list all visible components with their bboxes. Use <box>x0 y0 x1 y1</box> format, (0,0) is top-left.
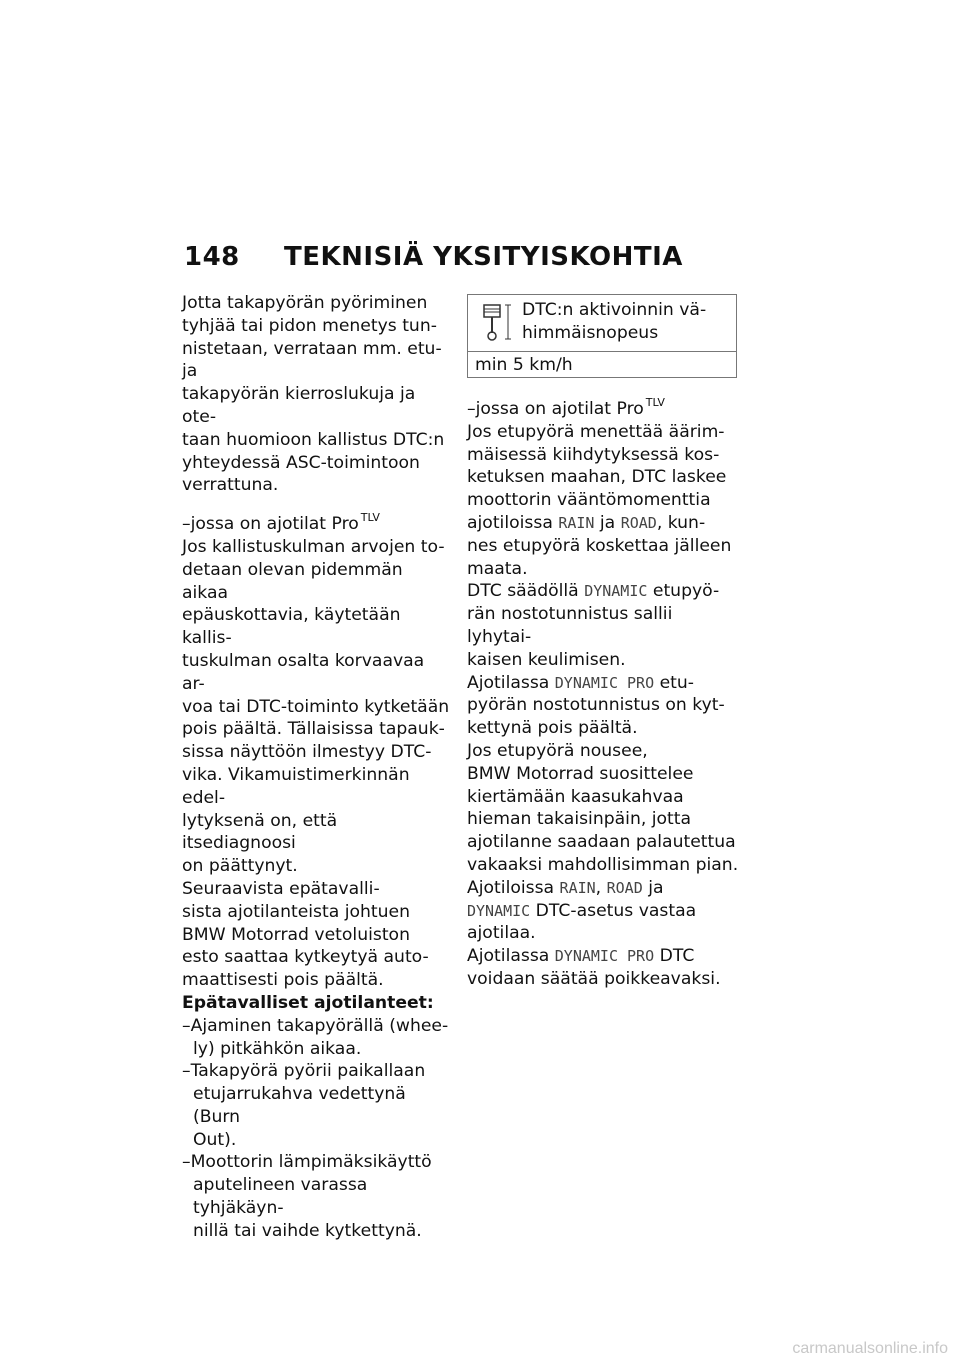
piston-icon <box>482 303 514 343</box>
text-line: ajotilaa. <box>467 923 536 944</box>
mode-dynamic: DYNAMIC <box>584 582 648 601</box>
list-item <box>182 1015 452 1061</box>
wheelie-paragraph <box>467 421 739 991</box>
text-fragment: etupyö- <box>647 581 720 602</box>
text-line: BMW Motorrad suosittelee <box>467 763 694 784</box>
text-line: voidaan säätää poikkeavaksi. <box>467 968 721 989</box>
text-line: moottorin vääntömomenttia <box>467 490 711 511</box>
spec-label <box>522 299 732 345</box>
mode-rain: RAIN <box>559 878 596 897</box>
text-fragment: DTC <box>654 946 695 967</box>
intro-line: Jotta takapyörän pyöriminen <box>182 293 428 313</box>
list-item-line: nillä tai vaihde kytkettynä. <box>193 1220 422 1241</box>
text-fragment: , kun- <box>656 512 706 533</box>
page-header <box>184 242 744 278</box>
deactivation-line: BMW Motorrad vetoluiston <box>182 924 410 945</box>
intro-line: takapyörän kierroslukuja ja ote- <box>182 384 416 427</box>
tilt-line: lytyksenä on, että itsediagnoosi <box>182 810 338 854</box>
spec-table <box>467 294 737 378</box>
tilt-line: detaan olevan pidemmän aikaa <box>182 559 403 603</box>
page-number: 148 <box>184 242 240 272</box>
text-line: pyörän nostotunnistus on kyt- <box>467 695 725 716</box>
text-line: ketuksen maahan, DTC laskee <box>467 467 727 488</box>
text-fragment: Ajotilassa <box>467 946 555 967</box>
text-fragment: ja <box>594 512 621 533</box>
text-line: kaisen keulimisen. <box>467 649 626 670</box>
text-fragment: Ajotiloissa <box>467 877 560 898</box>
list-item-line: –Takapyörä pyörii paikallaan <box>182 1061 426 1082</box>
text-line: mäisessä kiihdytyksessä kos- <box>467 444 720 465</box>
condition-line <box>182 507 452 536</box>
list-item <box>182 1151 452 1242</box>
deactivation-paragraph <box>182 878 452 992</box>
deactivation-line: Seuraavista epätavalli- <box>182 878 380 899</box>
text-fragment: etu- <box>654 672 694 693</box>
deactivation-line: esto saattaa kytkeytyä auto- <box>182 947 429 968</box>
list-title: Epätavalliset ajotilanteet: <box>182 992 434 1013</box>
text-fragment: ajotiloissa <box>467 512 559 533</box>
text-line: ajotilanne saadaan palautettua <box>467 832 736 853</box>
tilt-line: vika. Vikamuistimerkinnän edel- <box>182 764 410 808</box>
tilt-line: on päättynyt. <box>182 856 298 877</box>
list-item-line: etujarrukahva vedettynä (Burn <box>193 1084 406 1127</box>
text-line: kettynä pois päältä. <box>467 718 638 739</box>
text-fragment: ja <box>642 877 664 898</box>
intro-line: nistetaan, verrataan mm. etu- ja <box>182 338 442 382</box>
text-line: rän nostotunnistus sallii lyhytai- <box>467 604 673 647</box>
text-line: nes etupyörä koskettaa jälleen <box>467 535 732 556</box>
spec-value: min 5 km/h <box>475 355 573 375</box>
tilt-line: epäuskottavia, käytetään kallis- <box>182 605 401 649</box>
intro-line: yhteydessä ASC-toimintoon <box>182 452 420 473</box>
mode-road: ROAD <box>606 878 643 897</box>
list-item-line: aputelineen varassa tyhjäkäyn- <box>193 1175 368 1219</box>
text-line: kiertämään kaasukahvaa <box>467 786 684 807</box>
intro-line: taan huomioon kallistus DTC:n <box>182 429 445 450</box>
deactivation-line: sista ajotilanteista johtuen <box>182 901 411 922</box>
tlv-superscript: TLV <box>645 396 665 409</box>
intro-line: verrattuna. <box>182 475 279 496</box>
condition-text: –jossa on ajotilat Pro <box>182 514 359 535</box>
tilt-line: Jos kallistuskulman arvojen to- <box>182 536 445 557</box>
list-item-line: –Ajaminen takapyörällä (whee- <box>182 1015 449 1036</box>
watermark: carmanualsonline.info <box>792 1340 948 1357</box>
condition-line <box>467 392 739 421</box>
text-fragment: DTC säädöllä <box>467 581 585 602</box>
mode-dynamic-pro: DYNAMIC PRO <box>554 947 655 966</box>
tilt-line: sissa näyttöön ilmestyy DTC- <box>182 742 432 763</box>
spec-label-line: DTC:n aktivoinnin vä- <box>522 300 707 320</box>
tilt-line: pois päältä. Tällaisissa tapauk- <box>182 719 445 740</box>
condition-text: –jossa on ajotilat Pro <box>467 399 644 419</box>
text-line: Jos etupyörä nousee, <box>467 740 648 761</box>
right-column <box>467 392 739 991</box>
spec-table-header <box>468 295 736 352</box>
text-line: maata. <box>467 558 528 579</box>
page-title: TEKNISIÄ YKSITYISKOHTIA <box>284 242 683 272</box>
list-item-line: Out). <box>193 1129 237 1150</box>
text-fragment: Ajotilassa <box>467 672 555 693</box>
list-item-line: –Moottorin lämpimäksikäyttö <box>182 1152 432 1173</box>
tlv-superscript: TLV <box>360 511 380 525</box>
text-line: vakaaksi mahdollisimman pian. <box>467 854 739 875</box>
intro-paragraph <box>182 292 452 497</box>
tilt-paragraph <box>182 536 452 878</box>
mode-dynamic-pro: DYNAMIC PRO <box>554 673 655 692</box>
text-fragment: DTC-asetus vastaa <box>530 900 697 921</box>
tilt-line: tuskulman osalta korvaavaa ar- <box>182 650 425 694</box>
list-item <box>182 1060 452 1151</box>
mode-dynamic: DYNAMIC <box>467 901 531 920</box>
spec-label-line: himmäisnopeus <box>522 323 659 343</box>
situation-list <box>182 1015 452 1243</box>
tilt-line: voa tai DTC-toiminto kytketään <box>182 696 450 717</box>
intro-line: tyhjää tai pidon menetys tun- <box>182 315 437 336</box>
mode-rain: RAIN <box>558 513 595 532</box>
list-item-line: ly) pitkähkön aikaa. <box>193 1038 362 1059</box>
left-column <box>182 292 452 1243</box>
mode-road: ROAD <box>620 513 657 532</box>
text-line: Jos etupyörä menettää äärim- <box>467 421 725 442</box>
text-line: hieman takaisinpäin, jotta <box>467 809 692 830</box>
text-fragment: , <box>595 877 607 898</box>
deactivation-line: maattisesti pois päältä. <box>182 970 384 991</box>
